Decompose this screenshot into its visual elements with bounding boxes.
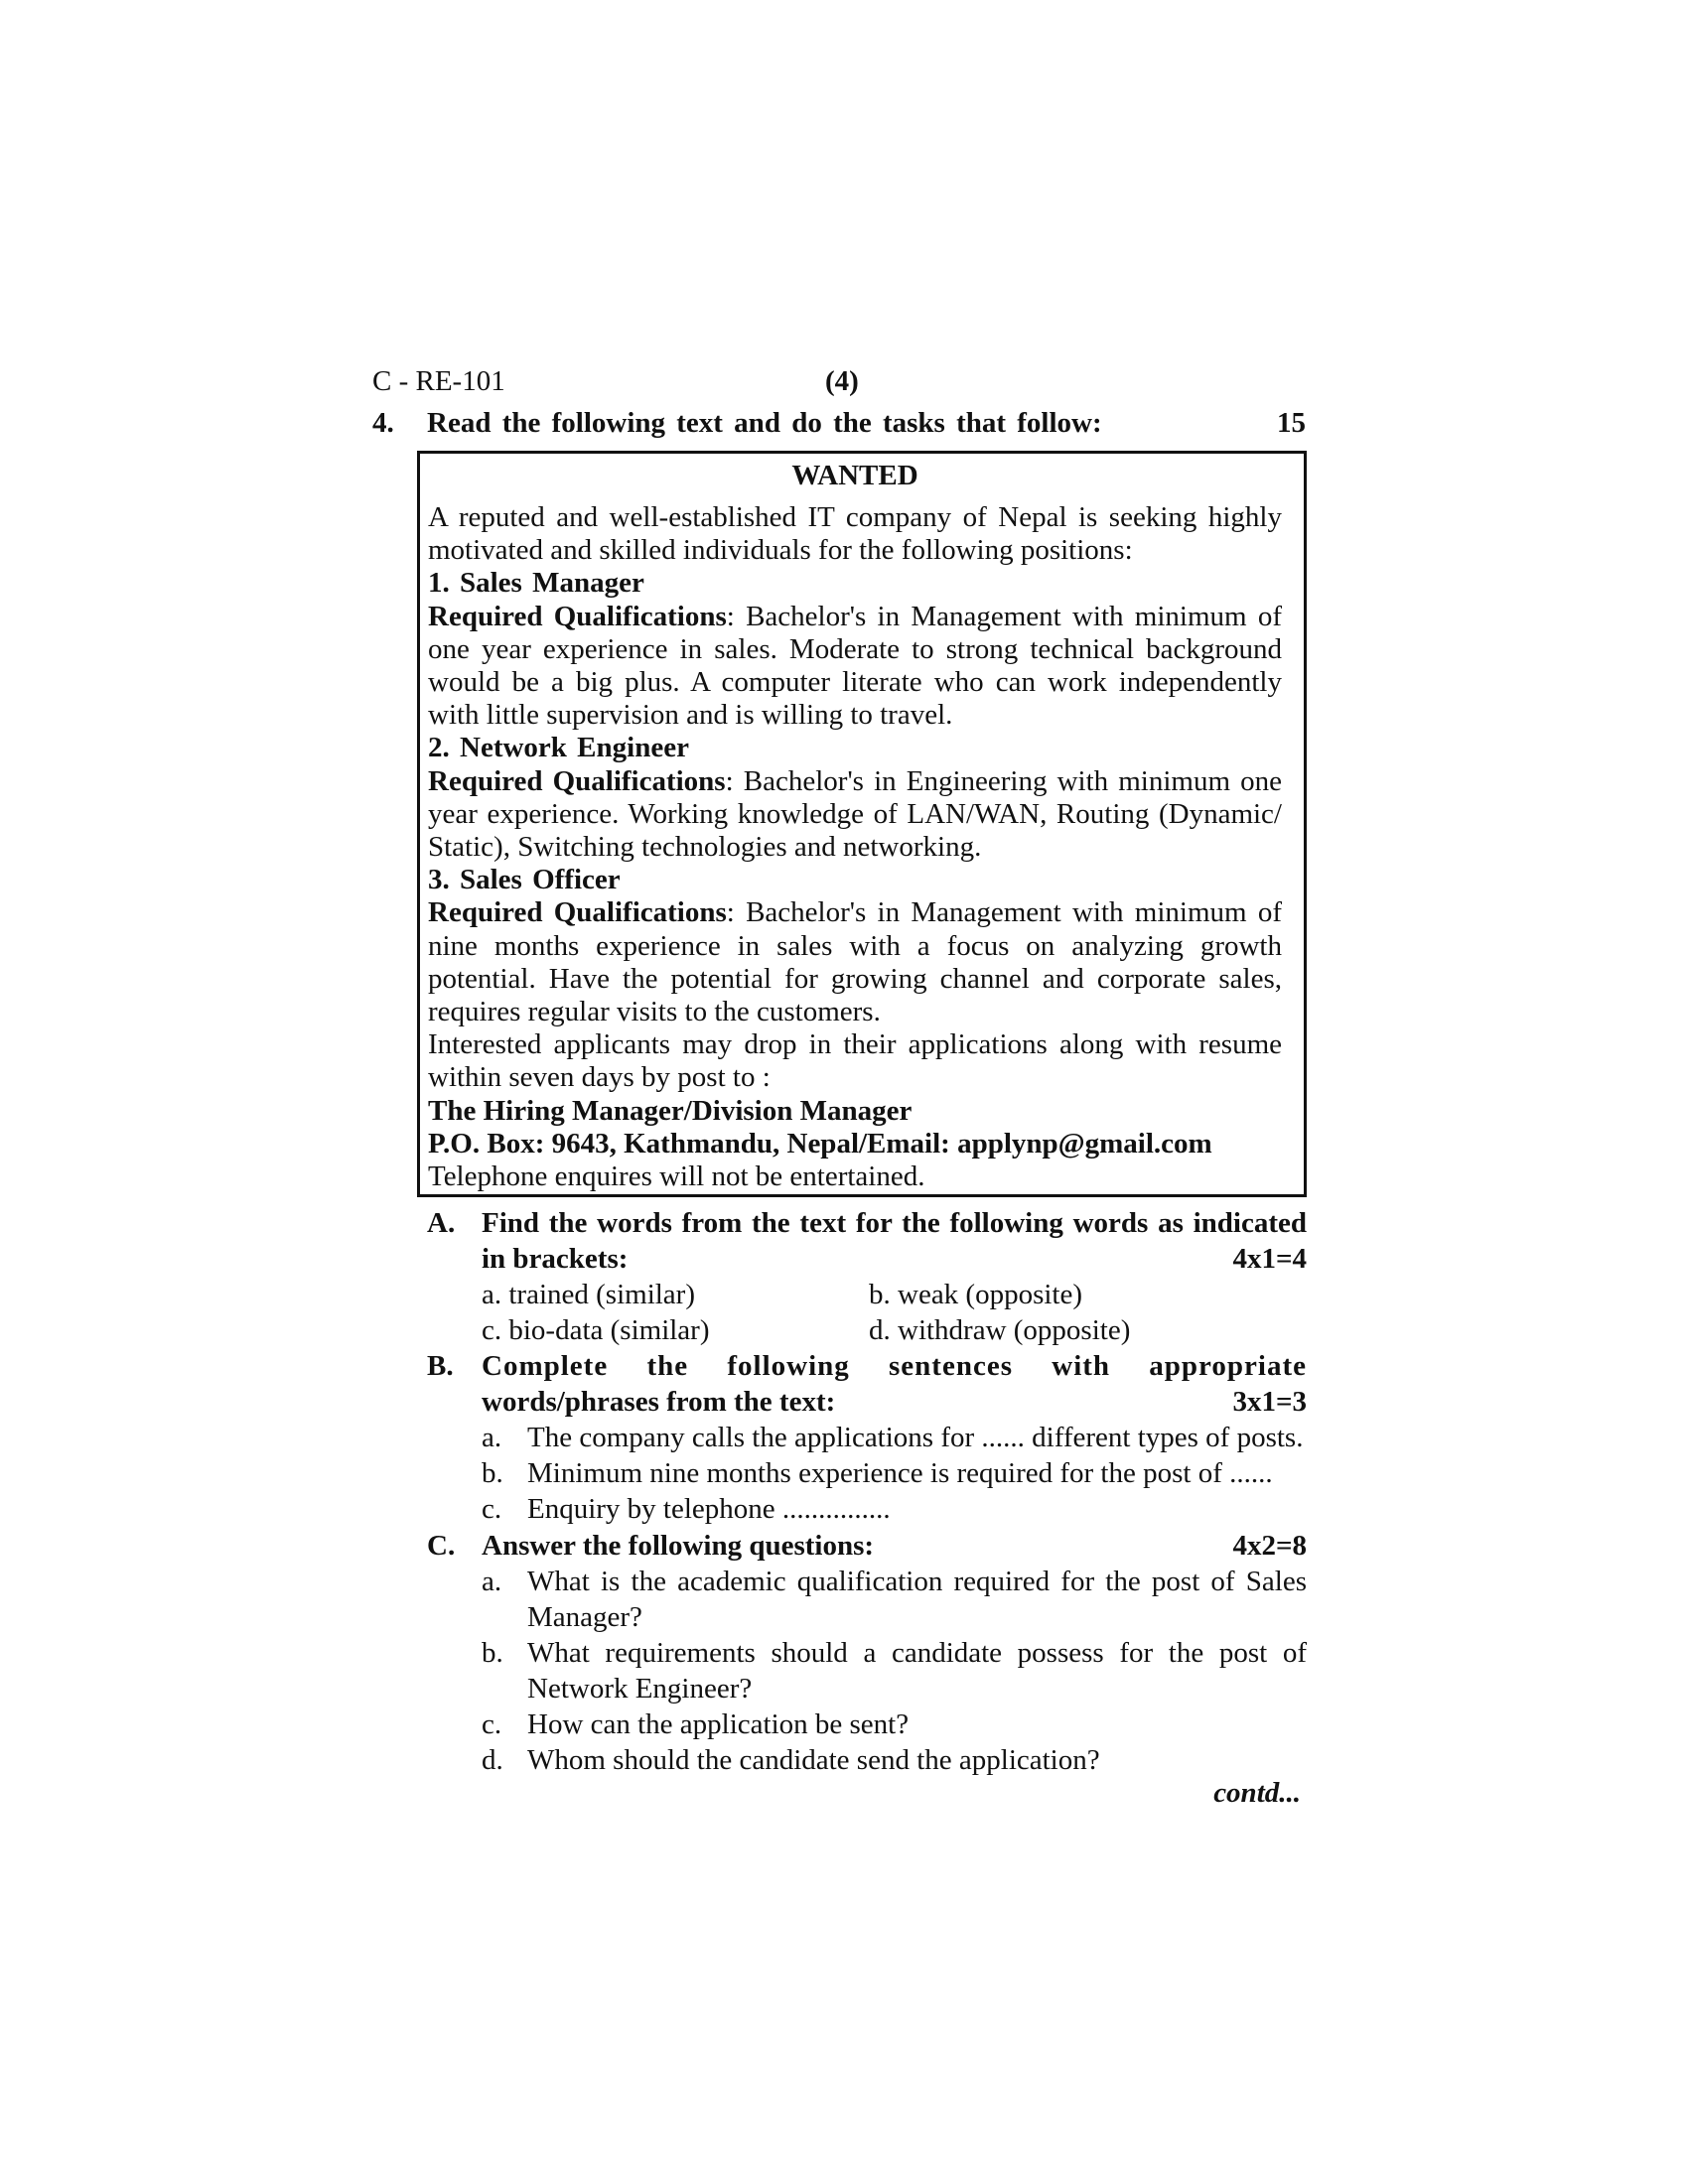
qualifications-text: : Bachelor's in Management with minimum of nine months experience in sales with a focus on analyzing growth potential. Have the potential for growing channel and corporate sales, requires regular visits to the customers. (428, 896, 1282, 1028)
section-a-heading (427, 1205, 1307, 1277)
section-a (427, 1205, 1307, 1348)
list-item: b. What requirements should a candidate possess for the post of Network Engineer? (482, 1637, 1307, 1705)
section-b (427, 1348, 1307, 1527)
section-instruction: Complete the following sentences with appropriate (482, 1350, 1307, 1382)
section-letter: A. (427, 1207, 456, 1239)
contact-name: The Hiring Manager/Division Manager (428, 1094, 913, 1127)
list-item: c. How can the application be sent? (482, 1708, 910, 1740)
section-marks: 4x1=4 (1232, 1243, 1307, 1275)
position-heading: 3. Sales Officer (428, 864, 621, 896)
qualifications-label: Required Qualifications (428, 896, 727, 929)
list-item: a. What is the academic qualification required for the post of Sales Manager? (482, 1566, 1307, 1633)
section-instruction: Answer the following questions: (482, 1530, 875, 1562)
position-heading: 1. Sales Manager (428, 567, 644, 600)
section-c (427, 1528, 1307, 1778)
position-qualifications (428, 601, 1282, 733)
advert-title: WANTED (791, 460, 918, 491)
continued-marker: contd... (1213, 1777, 1301, 1809)
question-instruction: Read the following text and do the tasks that follow: (427, 407, 1102, 439)
section-b-heading (427, 1348, 1307, 1420)
advert-intro: A reputed and well-established IT company of Nepal is seeking highly motivated and skilled individuals for the following positions: (428, 501, 1282, 567)
section-c-heading (427, 1528, 1307, 1564)
position-heading: 2. Network Engineer (428, 732, 689, 764)
position-qualifications (428, 765, 1282, 865)
position-qualifications (428, 896, 1282, 1028)
list-item: d. Whom should the candidate send the application? (482, 1744, 1100, 1776)
list-item: c. Enquiry by telephone ............... (482, 1493, 891, 1525)
paper-code: C - RE-101 (372, 365, 505, 397)
qualifications-text: : Bachelor's in Engineering with minimum one year experience. Working knowledge of LAN/WAN, Routing (Dynamic/ Static), Switching technologies and networking. (428, 764, 1282, 864)
section-letter: C. (427, 1530, 456, 1562)
list-item: c. bio-data (similar) (482, 1314, 710, 1346)
section-marks: 4x2=8 (1232, 1530, 1307, 1562)
question-number: 4. (372, 407, 394, 439)
wanted-advertisement (417, 451, 1307, 1197)
list-item: a. trained (similar) (482, 1279, 695, 1310)
contact-address: P.O. Box: 9643, Kathmandu, Nepal/Email: applynp@gmail.com (428, 1127, 1212, 1160)
qualifications-label: Required Qualifications (428, 600, 727, 632)
question-marks: 15 (1277, 407, 1306, 439)
section-instruction: Find the words from the text for the following words as indicated in brackets: (482, 1207, 1307, 1275)
page-number: (4) (825, 365, 859, 397)
section-instruction: words/phrases from the text: (482, 1386, 836, 1418)
section-marks: 3x1=3 (1232, 1386, 1307, 1418)
telephone-note: Telephone enquires will not be entertained. (428, 1160, 925, 1193)
application-instructions: Interested applicants may drop in their applications along with resume within seven days by post to : (428, 1028, 1282, 1094)
list-item: b. Minimum nine months experience is required for the post of ...... (482, 1457, 1273, 1489)
qualifications-text: : Bachelor's in Management with minimum of one year experience in sales. Moderate to strong technical background would be a big plus. A computer literate who can work independently with little supervision and is willing to travel. (428, 600, 1282, 732)
list-item: a. The company calls the applications for ...... different types of posts. (482, 1422, 1304, 1453)
list-item: b. weak (opposite) (869, 1279, 1083, 1310)
qualifications-label: Required Qualifications (428, 764, 726, 797)
word-list (482, 1277, 1307, 1348)
section-letter: B. (427, 1350, 454, 1382)
list-item: d. withdraw (opposite) (869, 1314, 1131, 1346)
